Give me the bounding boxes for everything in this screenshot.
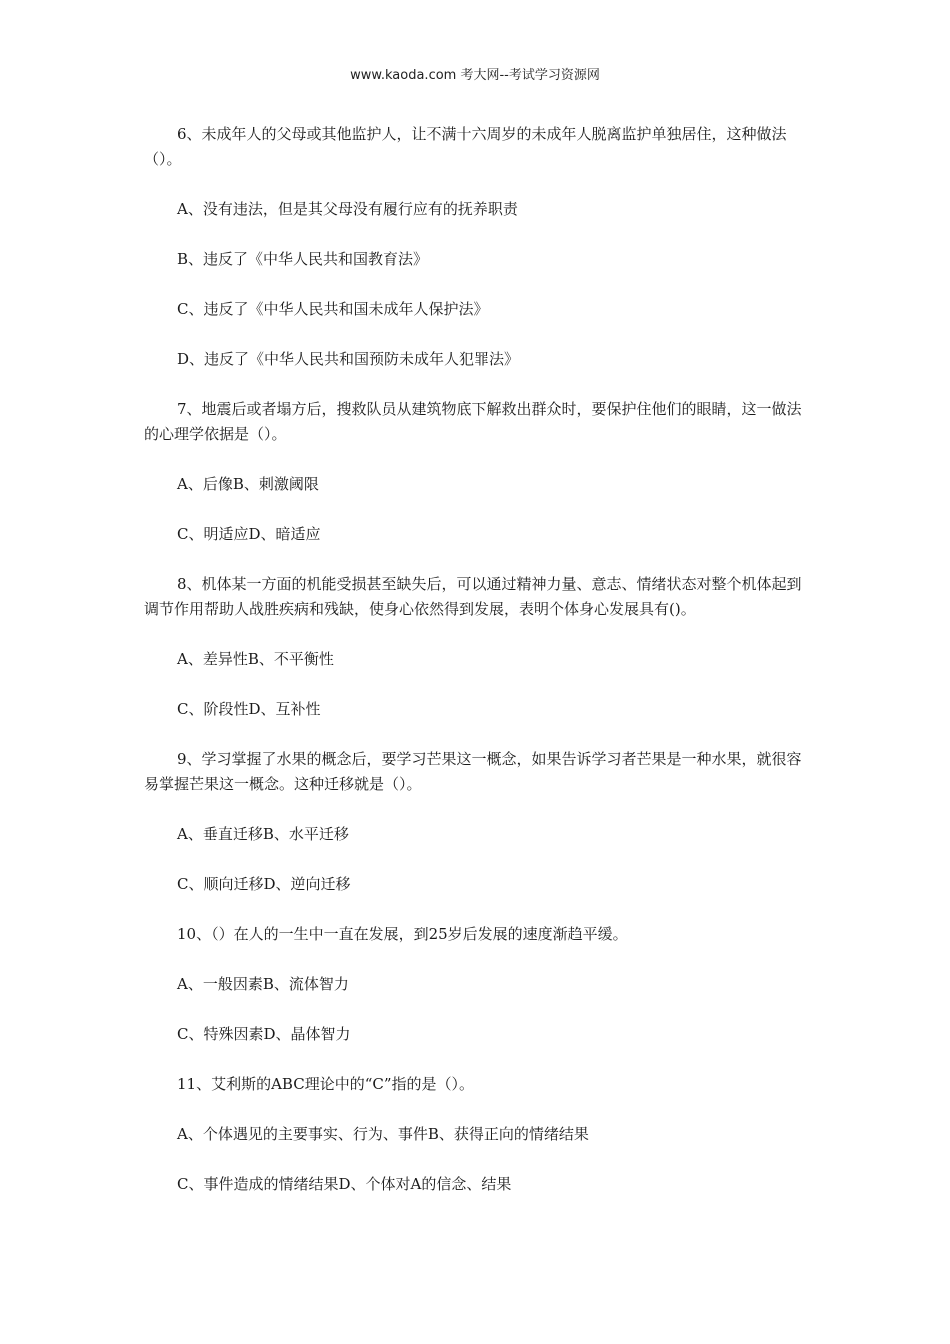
site-header: www.kaoda.com 考大网--考试学习资源网 xyxy=(350,68,600,83)
question-9-options-ab: A、垂直迁移B、水平迁移 xyxy=(177,825,349,843)
question-10-options-cd: C、特殊因素D、晶体智力 xyxy=(177,1025,351,1043)
question-9-stem: 9、学习掌握了水果的概念后，要学习芒果这一概念，如果告诉学习者芒果是一种水果，就很容易掌握芒果这一概念。这种迁移就是（）。 xyxy=(144,750,802,793)
question-11-options-cd: C、事件造成的情绪结果D、个体对A的信念、结果 xyxy=(177,1175,512,1193)
question-7-options-ab: A、后像B、刺激阈限 xyxy=(177,475,319,493)
question-11-stem: 11、艾利斯的ABC理论中的“C”指的是（）。 xyxy=(177,1075,475,1093)
question-7-options-cd: C、明适应D、暗适应 xyxy=(177,525,321,543)
question-6-stem: 6、未成年人的父母或其他监护人，让不满十六周岁的未成年人脱离监护单独居住，这种做法（）。 xyxy=(144,125,787,168)
question-6-option-d: D、违反了《中华人民共和国预防未成年人犯罪法》 xyxy=(177,350,520,368)
question-11-options-ab: A、个体遇见的主要事实、行为、事件B、获得正向的情绪结果 xyxy=(177,1125,589,1143)
question-6-option-a: A、没有违法，但是其父母没有履行应有的抚养职责 xyxy=(177,200,518,218)
question-list xyxy=(144,122,810,1197)
question-10-stem: 10、（）在人的一生中一直在发展，到25岁后发展的速度渐趋平缓。 xyxy=(177,925,628,943)
question-10-options-ab: A、一般因素B、流体智力 xyxy=(177,975,349,993)
question-9-options-cd: C、顺向迁移D、逆向迁移 xyxy=(177,875,351,893)
question-7-stem: 7、地震后或者塌方后，搜救队员从建筑物底下解救出群众时，要保护住他们的眼睛，这一做法的心理学依据是（）。 xyxy=(144,400,802,443)
question-6-option-b: B、违反了《中华人民共和国教育法》 xyxy=(177,250,429,268)
question-8-options-cd: C、阶段性D、互补性 xyxy=(177,700,321,718)
question-8-options-ab: A、差异性B、不平衡性 xyxy=(177,650,334,668)
question-6-option-c: C、违反了《中华人民共和国未成年人保护法》 xyxy=(177,300,489,318)
question-8-stem: 8、机体某一方面的机能受损甚至缺失后，可以通过精神力量、意志、情绪状态对整个机体起到调节作用帮助人战胜疾病和残缺，使身心依然得到发展，表明个体身心发展具有()。 xyxy=(144,575,802,618)
